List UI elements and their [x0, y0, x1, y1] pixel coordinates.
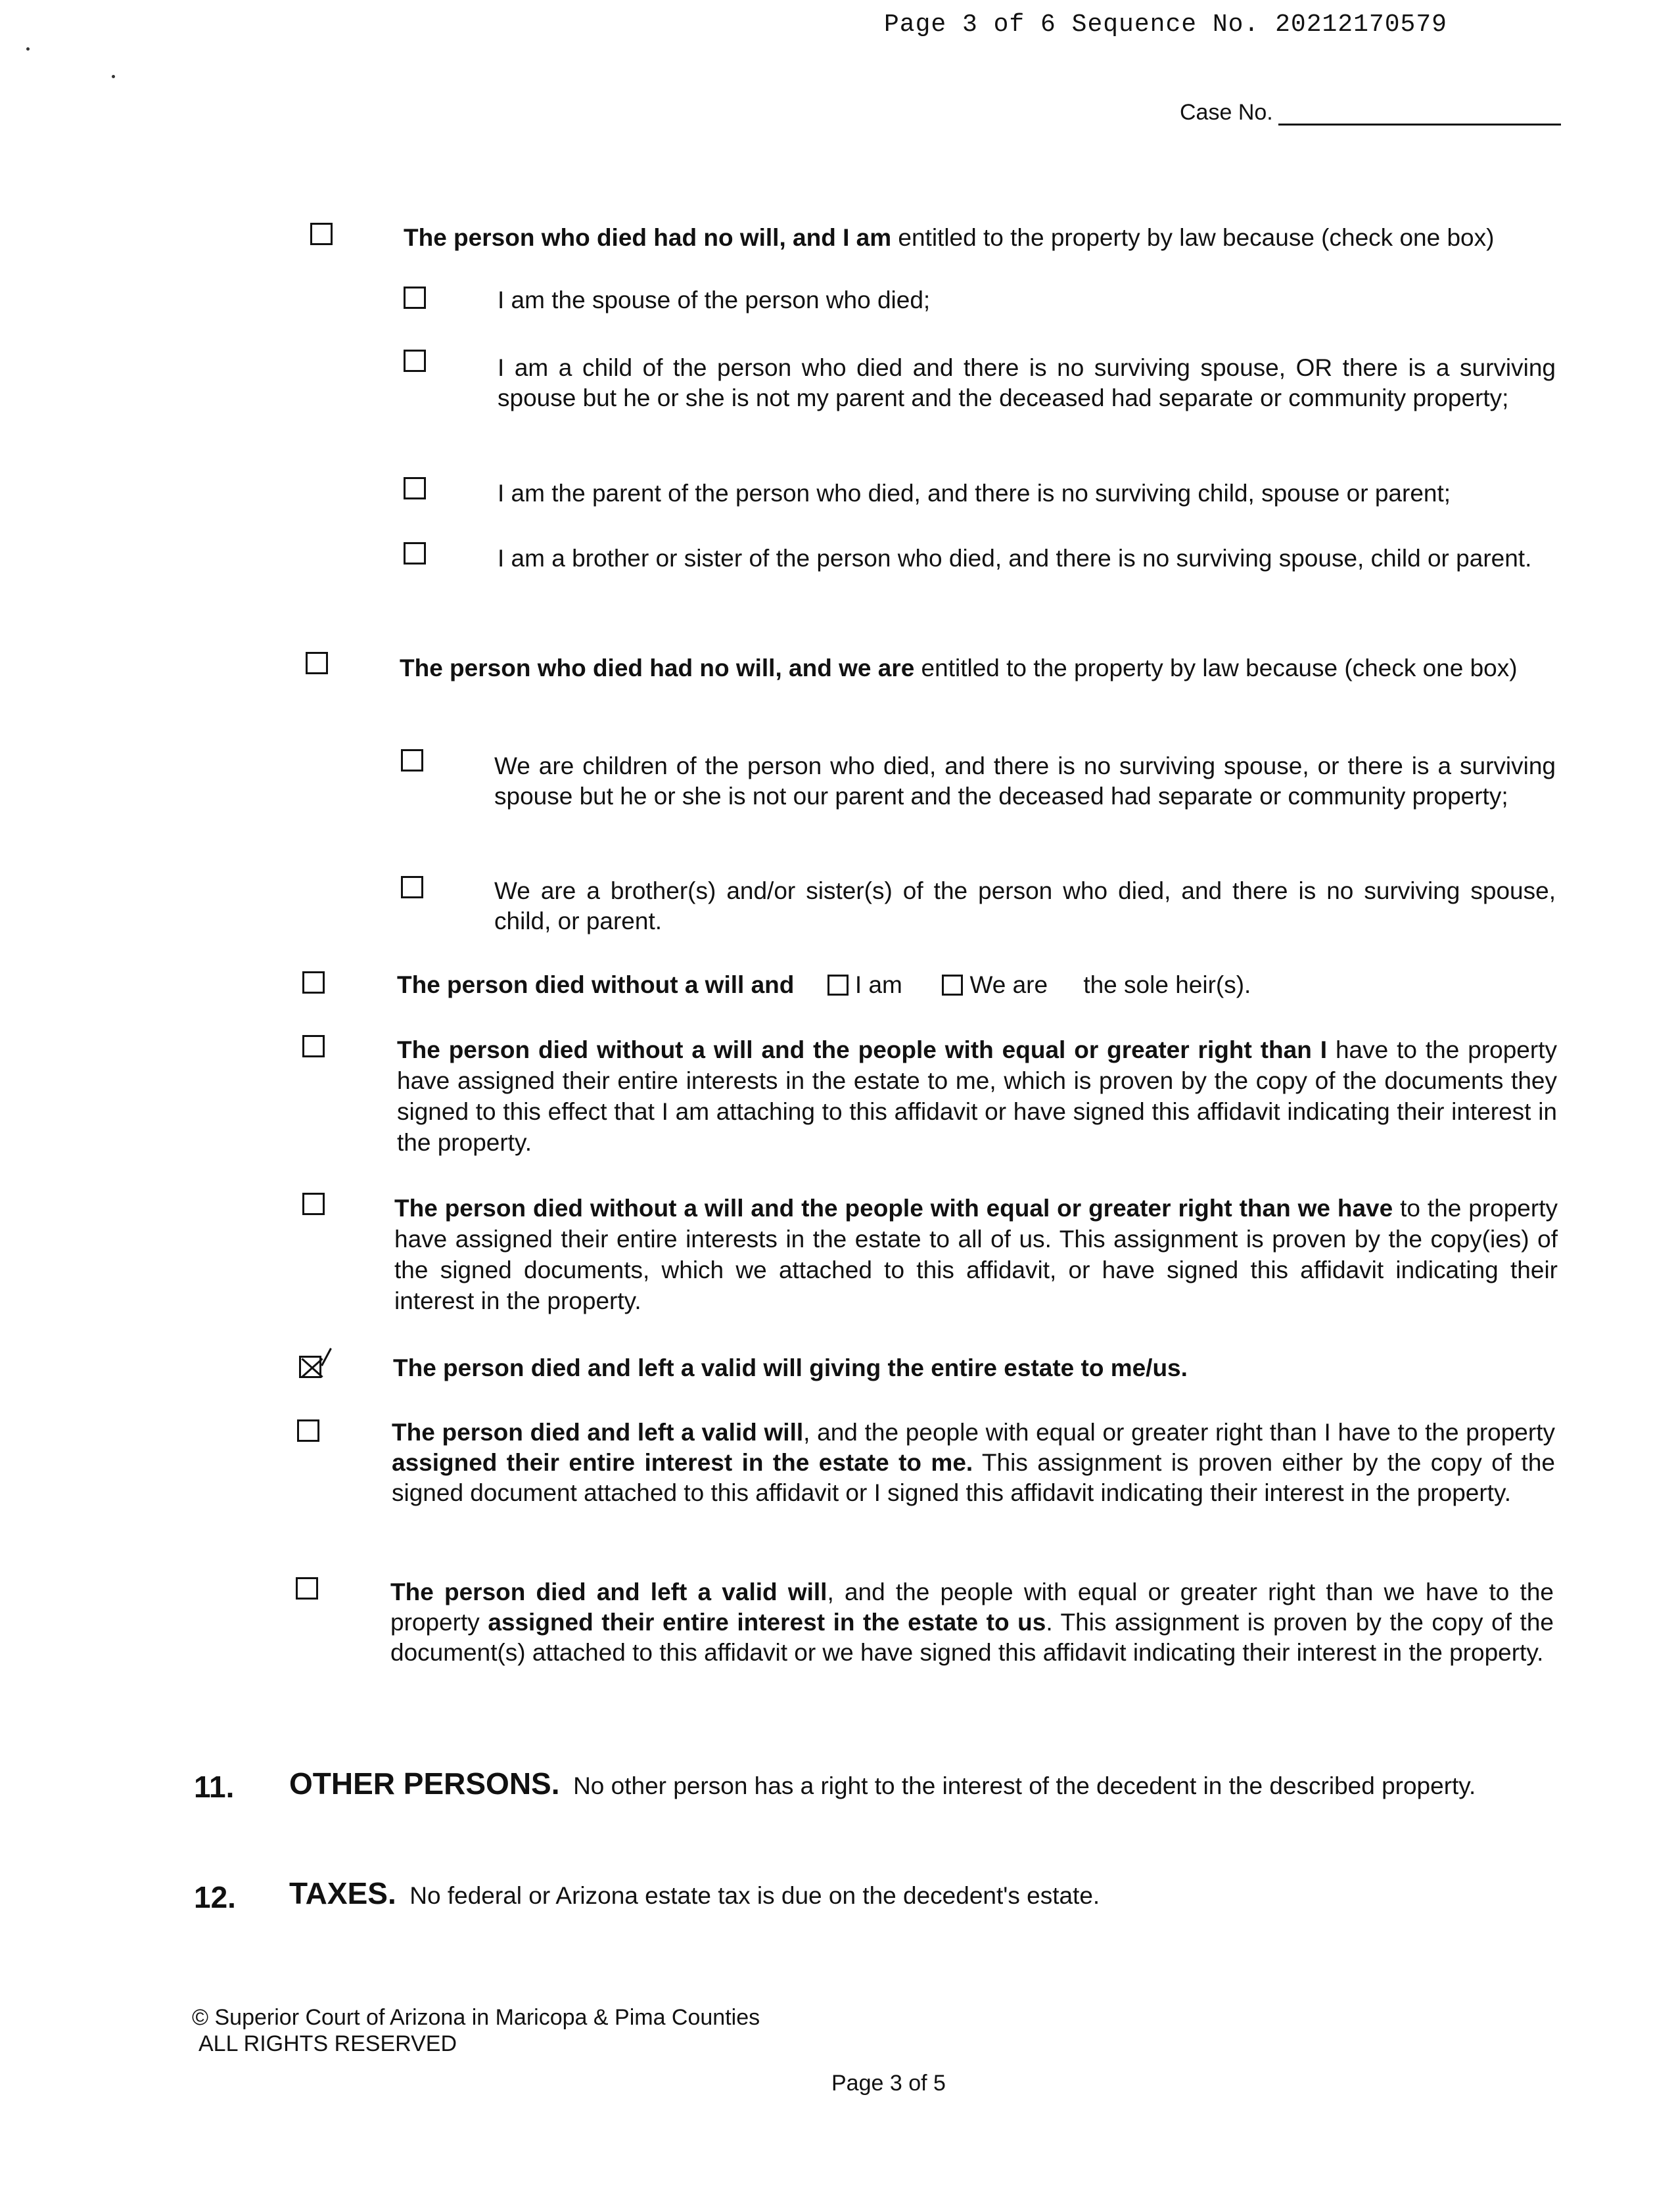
option-text: , and the people with equal or greater right than I have to the property: [803, 1419, 1555, 1446]
option-child: I am a child of the person who died and there is no surviving spouse, OR there is a surviving spouse but he or she is not my parent and the deceased had separate or community property;: [498, 354, 1556, 411]
option-valid-will-assigned-to-me: [392, 1417, 1555, 1508]
section-number: 12.: [194, 1880, 236, 1914]
option-sole-heir: [397, 969, 1580, 1000]
option-bold: The person died without a will and the people with equal or greater right than we have: [394, 1195, 1393, 1222]
section-title: OTHER PERSONS.: [289, 1766, 560, 1801]
section-taxes: [289, 1878, 1554, 1911]
option-no-will-i-am: [404, 222, 1567, 253]
scan-speck: [26, 47, 30, 51]
checkbox-we-are-children[interactable]: [401, 749, 423, 772]
option-valid-will-assigned-to-us: [390, 1577, 1554, 1668]
case-number-field: [1180, 100, 1561, 126]
option-text: entitled to the property by law because (check one box): [914, 655, 1518, 681]
section-text: No other person has a right to the interest of the decedent in the described property.: [573, 1772, 1476, 1799]
option-assigned-to-me: [397, 1034, 1557, 1158]
option-sibling: I am a brother or sister of the person who died, and there is no surviving spouse, child or parent.: [498, 545, 1532, 572]
option-we-are-children: We are children of the person who died, and there is no surviving spouse, or there is a surviving spouse but he or she is not our parent and the deceased had separate or community property;: [494, 752, 1556, 810]
option-bold: The person died and left a valid will giving the entire estate to me/us.: [393, 1354, 1188, 1381]
checkbox-assigned-to-me[interactable]: [302, 1035, 325, 1057]
option-text-2: This assignment is proven either by the copy of the signed document attached to this affidavit or I signed this affidavit indicating their interest in the property.: [392, 1449, 1555, 1506]
option-text: have to the property have assigned their entire interests in the estate to me, which is proven by the copy of the documents they signed to this effect that I am attaching to this affidavit or have signed this affidavit indicating their interest in the property.: [397, 1036, 1557, 1156]
option-i-am-label: I am: [854, 971, 902, 998]
section-title: TAXES.: [289, 1876, 396, 1910]
option-bold: The person died without a will and the people with equal or greater right than I: [397, 1036, 1328, 1063]
checkbox-no-will-i-am[interactable]: [310, 223, 333, 245]
case-number-label: Case No.: [1180, 100, 1273, 125]
section-number: 11.: [194, 1770, 235, 1804]
option-tail: the sole heir(s).: [1083, 971, 1251, 998]
footer-copyright: © Superior Court of Arizona in Maricopa & Pima Counties: [192, 2005, 760, 2030]
footer-rights: ALL RIGHTS RESERVED: [198, 2031, 457, 2056]
scan-speck: [112, 75, 115, 78]
option-text-2: . This assignment is proven by the copy of the document(s) attached to this affidavit or we have signed this affidavit indicating their interest in the property.: [390, 1609, 1554, 1666]
option-bold: The person who died had no will, and I am: [404, 224, 892, 251]
checkbox-parent[interactable]: [404, 477, 426, 499]
check-mark-icon: [321, 1348, 332, 1366]
option-we-are-siblings: We are a brother(s) and/or sister(s) of the person who died, and there is no surviving spouse, child, or parent.: [494, 877, 1556, 934]
case-number-blank[interactable]: [1278, 104, 1561, 126]
checkbox-valid-will-entire-estate[interactable]: [299, 1356, 321, 1378]
option-assigned-to-us: [394, 1193, 1558, 1316]
checkbox-valid-will-assigned-to-me[interactable]: [297, 1419, 319, 1442]
checkbox-i-am[interactable]: [827, 975, 849, 996]
option-text: entitled to the property by law because (check one box): [891, 224, 1495, 251]
checkbox-we-are-siblings[interactable]: [401, 876, 423, 898]
checkbox-valid-will-assigned-to-us[interactable]: [296, 1577, 318, 1600]
option-valid-will-entire-estate: [393, 1352, 1556, 1383]
option-bold: The person who died had no will, and we are: [400, 655, 915, 681]
option-we-are-label: We are: [969, 971, 1048, 998]
checkbox-sibling[interactable]: [404, 542, 426, 565]
checkbox-sole-heir[interactable]: [302, 971, 325, 994]
option-spouse: I am the spouse of the person who died;: [498, 287, 931, 313]
checkbox-we-are[interactable]: [942, 975, 963, 996]
option-bold-2: assigned their entire interest in the estate to me.: [392, 1449, 973, 1476]
option-no-will-we-are: [400, 653, 1556, 683]
checkbox-child[interactable]: [404, 350, 426, 372]
section-text: No federal or Arizona estate tax is due on the decedent's estate.: [409, 1882, 1100, 1909]
option-bold-2: assigned their entire interest in the estate to us: [488, 1609, 1046, 1636]
option-bold: The person died without a will and: [397, 971, 795, 998]
section-other-persons: [289, 1768, 1554, 1802]
sequence-header: Page 3 of 6 Sequence No. 20212170579: [884, 11, 1447, 39]
option-text: , and the people with equal or greater right than we have to the property: [390, 1578, 1554, 1636]
option-bold: The person died and left a valid will: [392, 1419, 804, 1446]
option-parent: I am the parent of the person who died, and there is no surviving child, spouse or parent;: [498, 480, 1451, 507]
checkbox-assigned-to-us[interactable]: [302, 1193, 325, 1215]
option-text: to the property have assigned their entire interests in the estate to all of us. This assignment is proven by the copy(ies) of the signed documents, which we attached to this affidavit, or have signed this affidavit indicating their interest in the property.: [394, 1195, 1558, 1314]
footer-page-number: Page 3 of 5: [831, 2071, 946, 2096]
checkbox-spouse[interactable]: [404, 287, 426, 309]
option-bold: The person died and left a valid will: [390, 1578, 827, 1605]
checkbox-no-will-we-are[interactable]: [306, 652, 328, 674]
